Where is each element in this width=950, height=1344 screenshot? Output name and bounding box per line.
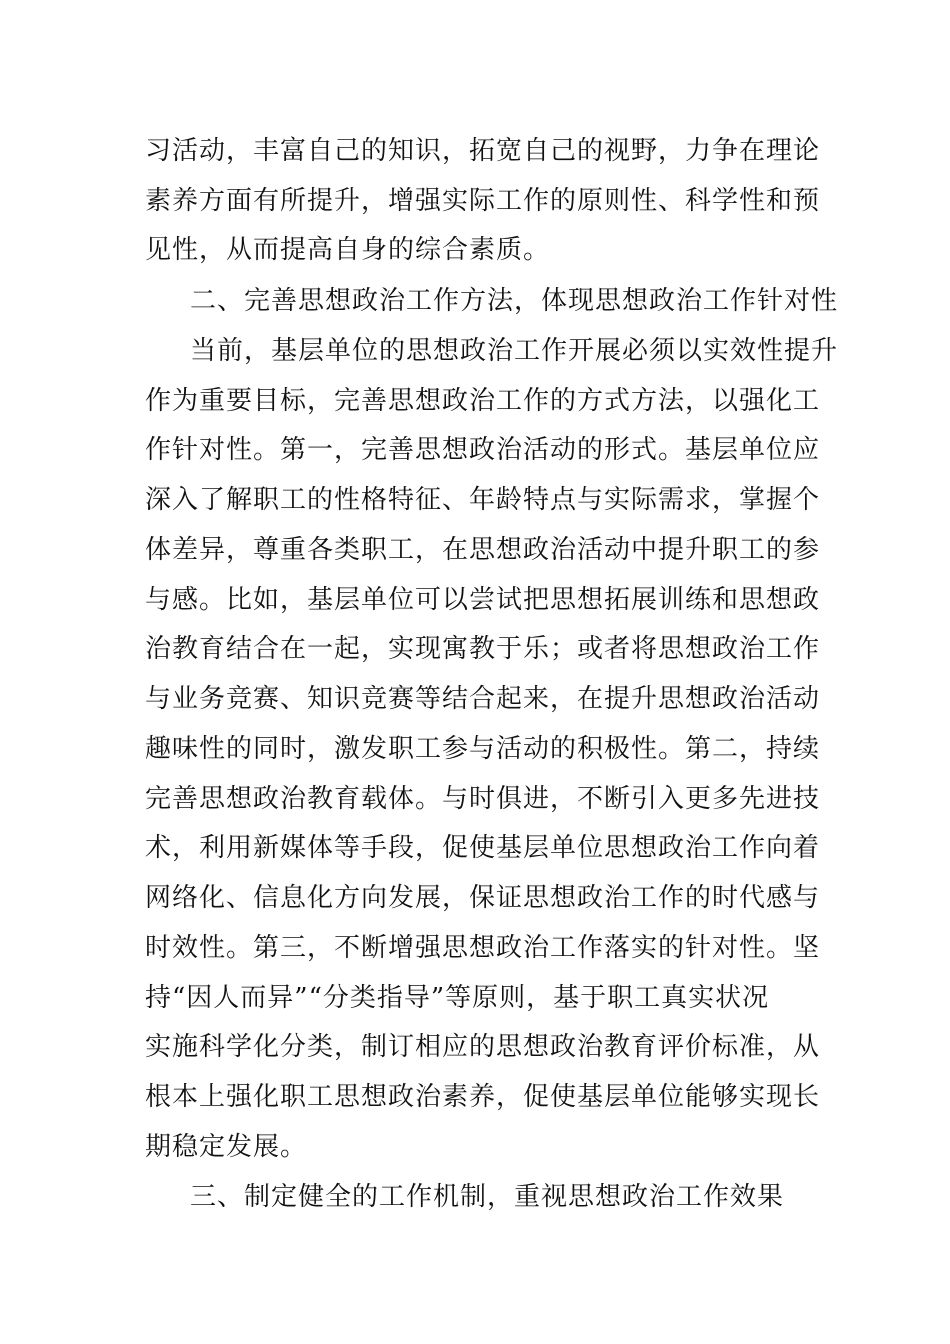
text-line: 期稳定发展。 bbox=[145, 1132, 308, 1162]
text-line: 趣味性的同时，激发职工参与活动的积极性。第二，持续 bbox=[145, 734, 821, 764]
text-line: 当前，基层单位的思想政治工作开展必须以实效性提升 bbox=[190, 336, 839, 366]
text-line: 网络化、信息化方向发展，保证思想政治工作的时代感与 bbox=[145, 883, 821, 913]
text-line: 时效性。第三，不断增强思想政治工作落实的针对性。坚 bbox=[145, 933, 821, 963]
text-line: 与感。比如，基层单位可以尝试把思想拓展训练和思想政 bbox=[145, 585, 821, 615]
text-line: 完善思想政治教育载体。与时俱进，不断引入更多先进技 bbox=[145, 784, 821, 814]
text-line: 术，利用新媒体等手段，促使基层单位思想政治工作向着 bbox=[145, 833, 821, 863]
text-line: 作为重要目标，完善思想政治工作的方式方法，以强化工 bbox=[145, 386, 821, 416]
text-line: 见性，从而提高自身的综合素质。 bbox=[145, 235, 551, 265]
text-line: 持“因人而异”“分类指导”等原则，基于职工真实状况 bbox=[145, 983, 770, 1013]
text-line: 深入了解职工的性格特征、年龄特点与实际需求，掌握个 bbox=[145, 485, 821, 515]
text-line: 根本上强化职工思想政治素养，促使基层单位能够实现长 bbox=[145, 1082, 821, 1112]
text-line: 与业务竞赛、知识竞赛等结合起来，在提升思想政治活动 bbox=[145, 684, 821, 714]
section-heading: 三、制定健全的工作机制，重视思想政治工作效果 bbox=[190, 1182, 785, 1212]
text-line: 治教育结合在一起，实现寓教于乐；或者将思想政治工作 bbox=[145, 634, 821, 664]
text-line: 习活动，丰富自己的知识，拓宽自己的视野，力争在理论 bbox=[145, 136, 821, 166]
text-line: 素养方面有所提升，增强实际工作的原则性、科学性和预 bbox=[145, 186, 821, 216]
section-heading: 二、完善思想政治工作方法，体现思想政治工作针对性 bbox=[190, 286, 839, 316]
text-line: 作针对性。第一，完善思想政治活动的形式。基层单位应 bbox=[145, 435, 821, 465]
text-line: 体差异，尊重各类职工，在思想政治活动中提升职工的参 bbox=[145, 535, 821, 565]
text-line: 实施科学化分类，制订相应的思想政治教育评价标准，从 bbox=[145, 1032, 821, 1062]
